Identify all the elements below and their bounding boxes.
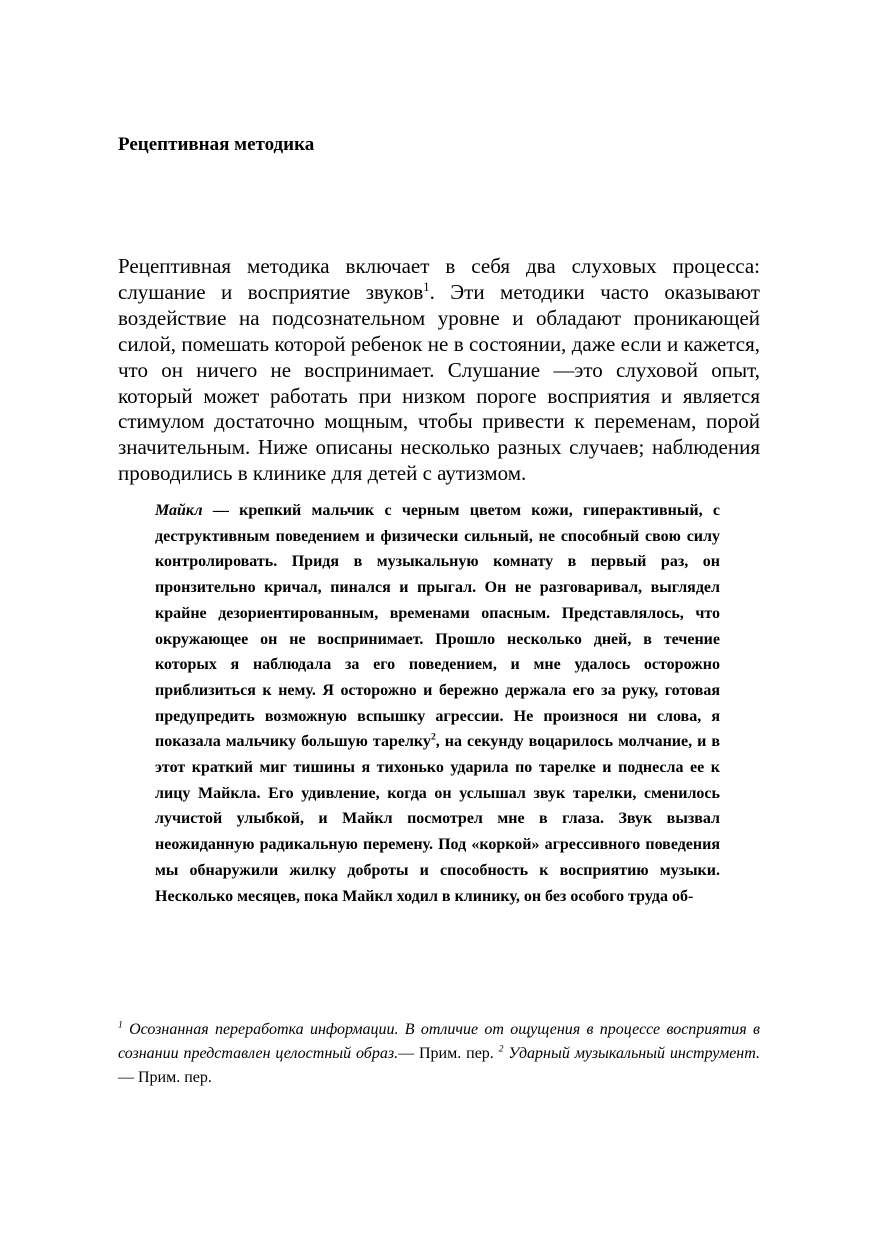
intro-text-part2: . Эти методики часто оказывают воздействие на подсознательном уровне и обладают проникающей силой, помешать которой ребенок не в состоянии, даже если и кажется, что он ничего не воспринимает. Слушание —это слуховой опыт, который может работать при низком пороге восприятия и является стимулом достаточно мощным, чтобы привести к переменам, порой значительным. Ниже описаны несколько разных случаев; наблюдения проводились в клинике для детей с аутизмом. [118, 279, 760, 486]
footnote-2-text: Ударный музыкальный инструмент. [503, 1045, 760, 1062]
case-study-text-part1: — крепкий мальчик с черным цветом кожи, гиперактивный, с деструктивным поведением и физически сильный, не способный свою силу контролировать. Придя в музыкальную комнату в первый раз, он пронзительно кричал, пинался и прыгал. Он не разговаривал, выглядел крайне дезориентированным, временами опасным. Представлялось, что окружающее он не воспринимает. Прошло несколько дней, в течение которых я наблюдала за его поведением, и мне удалось осторожно приблизиться к нему. Я осторожно и бережно держала его за руку, готовая предупредить возможную вспышку агрессии. Не произнося ни слова, я показала мальчику большую тарелку [155, 502, 720, 751]
footnote-2-note: — Прим. пер. [118, 1069, 212, 1086]
footnote-ref-1: 1 [423, 279, 430, 294]
footnotes [118, 1018, 760, 1090]
case-study-paragraph [155, 498, 720, 909]
case-study-name: Майкл [155, 502, 203, 519]
footnote-1-marker: 1 [118, 1019, 123, 1031]
intro-text-part1: Рецептивная методика включает в себя два слуховых процесса: слушание и восприятие звуков [118, 254, 760, 304]
footnote-2-marker: 2 [498, 1043, 504, 1055]
footnote-1-note: — Прим. пер. [398, 1045, 494, 1062]
intro-paragraph [118, 254, 760, 487]
section-heading: Рецептивная методика [118, 134, 315, 155]
footnote-1-text: Осознанная переработка информации. В отличие от ощущения в процессе восприятия в сознании представлен целостный образ. [118, 1021, 760, 1062]
footnote-ref-2: 2 [430, 732, 436, 743]
case-study-text-part2: , на секунду воцарилось молчание, и в этот краткий миг тишины я тихонько ударила по тарелке и поднесла ее к лицу Майкла. Его удивление, когда он услышал звук тарелки, сменилось лучистой улыбкой, и Майкл посмотрел мне в глаза. Звук вызвал неожиданную радикальную перемену. Под «коркой» агрессивного поведения мы обнаружили жилку доброты и способность к восприятию музыки. Несколько месяцев, пока Майкл ходил в клинику, он без особого труда об- [155, 733, 721, 905]
